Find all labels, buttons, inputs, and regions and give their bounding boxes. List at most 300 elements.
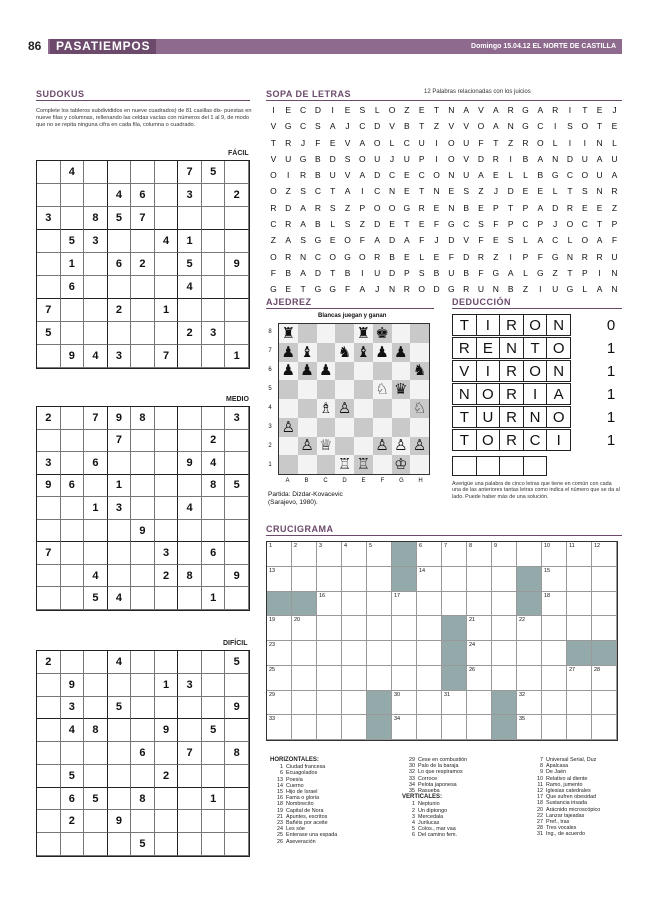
deduction-row: [452, 406, 570, 428]
chess-file-label: A: [285, 478, 290, 484]
wordsearch-letter: G: [448, 284, 455, 295]
crossword-cell: [442, 567, 467, 592]
wordsearch-letter: J: [300, 137, 306, 148]
crossword-block: [567, 641, 592, 666]
chess-board: [278, 323, 430, 475]
sudoku-cell: [84, 765, 108, 788]
wordsearch-letter: U: [448, 267, 455, 278]
crossword-cell: [367, 592, 392, 617]
sudoku-cell: [178, 475, 202, 498]
crossword-number: 23: [269, 642, 276, 648]
sudoku-cell: [61, 430, 85, 453]
crossword-block: [367, 691, 392, 716]
clue-text: Les sóe: [286, 826, 305, 833]
sudoku-cell: [84, 520, 108, 543]
sudoku-cell: [37, 276, 61, 299]
crossword-cell: [392, 715, 417, 740]
wordsearch-letter: D: [285, 202, 292, 213]
wordsearch-letter: Z: [404, 105, 410, 115]
wordsearch-letter: E: [433, 202, 440, 213]
wordsearch-letter: V: [270, 121, 277, 132]
wordsearch-letter: S: [581, 186, 588, 197]
wordsearch-letter: N: [448, 105, 455, 115]
crossword-block: [392, 542, 417, 567]
wordsearch-letter: S: [344, 219, 351, 230]
crossword-cell: [392, 666, 417, 691]
sudoku-cell: [108, 788, 132, 811]
wordsearch-row: [266, 216, 622, 232]
clue-text: Jurilucas: [418, 820, 440, 827]
wordsearch-letter: S: [300, 186, 306, 197]
sudoku-cell: [155, 497, 179, 520]
wordsearch-letter: D: [566, 153, 574, 164]
crossword-cell: [592, 616, 617, 641]
wordsearch-letter: T: [582, 105, 588, 115]
crossword-cell: [292, 691, 317, 716]
wordsearch-letter: R: [596, 251, 603, 262]
sudoku-level-medium: MEDIO: [226, 396, 249, 403]
clue-text: Bañéis por aceite: [286, 820, 328, 827]
sudoku-cell: [131, 322, 155, 345]
deduction-letter: N: [452, 383, 477, 405]
chess-piece: ♖: [335, 455, 354, 474]
clue-text: Que sufren obesidad: [546, 794, 597, 801]
chess-square: [410, 343, 429, 362]
clue-text: Iglesias catedrales: [546, 788, 591, 795]
wordsearch-letter: G: [492, 267, 500, 278]
crossword-number: 18: [544, 592, 551, 599]
wordsearch-letter: L: [567, 235, 573, 246]
crossword-cell: [342, 592, 367, 617]
wordsearch-letter: U: [611, 251, 618, 262]
sudoku-cell: [61, 742, 85, 765]
crossword-block: [492, 715, 517, 740]
wordsearch-letter: O: [344, 235, 351, 246]
sudoku-cell: [131, 674, 155, 697]
sudoku-cell: [202, 497, 226, 520]
wordsearch-letter: B: [315, 153, 321, 164]
crossword-block: [392, 567, 417, 592]
wordsearch-letter: N: [388, 284, 396, 295]
sudoku-cell: [131, 719, 155, 742]
crossword-number: 12: [594, 543, 601, 549]
wordsearch-row: [266, 265, 622, 281]
wordsearch-letter: R: [374, 251, 381, 262]
sudoku-cell: [225, 452, 249, 475]
clue-text: Un diptongo: [418, 807, 448, 814]
sudoku-cell: 4: [61, 719, 85, 742]
crossword-cell: [567, 715, 592, 740]
sudoku-cell: [225, 810, 249, 833]
sudoku-cell: [61, 299, 85, 322]
sudoku-cell: [155, 651, 179, 674]
sudoku-cell: 4: [61, 161, 85, 184]
crossword-number: 19: [269, 617, 276, 624]
crossword-cell: [367, 616, 392, 641]
sudoku-cell: [202, 276, 226, 299]
sudoku-cell: 4: [108, 184, 132, 207]
sudoku-cell: [178, 788, 202, 811]
deduction-answer-box: [523, 456, 548, 476]
sudoku-cell: 6: [61, 475, 85, 498]
deduction-letter: I: [523, 383, 548, 405]
wordsearch-letter: I: [435, 153, 438, 164]
wordsearch-letter: N: [507, 121, 514, 132]
wordsearch-letter: P: [492, 202, 499, 213]
sudoku-cell: [37, 697, 61, 720]
wordsearch-letter: A: [285, 235, 292, 246]
crossword-cell: [467, 641, 492, 666]
sudoku-cell: [178, 719, 202, 742]
wordsearch-letter: O: [270, 186, 277, 197]
wordsearch-letter: E: [478, 202, 484, 213]
wordsearch-letter: D: [374, 170, 381, 181]
deduction-letter: R: [499, 314, 524, 336]
deduction-letter: R: [452, 337, 477, 359]
crossword-cell: [467, 616, 492, 641]
chess-caption: Blancas juegan y ganan: [318, 313, 387, 319]
wordsearch-letter: I: [539, 284, 542, 295]
wordsearch-letter: I: [553, 121, 557, 132]
sudoku-cell: [155, 322, 179, 345]
sudoku-cell: [131, 345, 155, 368]
wordsearch-letter: E: [537, 186, 544, 197]
sudoku-cell: [61, 407, 85, 430]
wordsearch-letter: T: [330, 186, 336, 197]
sudoku-cell: 6: [61, 788, 85, 811]
crossword-cell: [517, 616, 542, 641]
clue-number: 2: [412, 807, 415, 814]
sudoku-cell: 9: [108, 810, 132, 833]
deduction-letter: N: [499, 337, 524, 359]
clue-text: Del camino fem.: [418, 832, 457, 839]
wordsearch-letter: A: [374, 235, 381, 246]
chess-square: [317, 418, 336, 437]
deduction-letter: U: [476, 406, 501, 428]
crossword-cell: [367, 542, 392, 567]
wordsearch-letter: C: [537, 121, 544, 132]
crossword-cell: [442, 542, 467, 567]
wordsearch-letter: F: [448, 251, 454, 262]
sudoku-cell: [155, 520, 179, 543]
sudoku-cell: 8: [131, 407, 155, 430]
wordsearch-letter: C: [581, 219, 588, 230]
sudoku-cell: 1: [108, 475, 132, 498]
clue-number: 25: [277, 832, 283, 839]
chess-square: [298, 399, 317, 418]
wordsearch-letter: V: [463, 235, 469, 246]
crossword-block: [367, 715, 392, 740]
sudoku-cell: [131, 299, 155, 322]
crossword-cell: [417, 641, 442, 666]
crossword-block: [442, 641, 467, 666]
chess-piece: ♙: [373, 437, 392, 456]
wordsearch-letter: O: [418, 284, 425, 295]
wordsearch-letter: V: [478, 105, 484, 115]
chess-square: [317, 455, 336, 474]
wordsearch-letter: J: [375, 284, 380, 295]
wordsearch-letter: S: [300, 235, 306, 246]
crossword-number: 21: [469, 617, 476, 624]
chess-rank-label: 4: [268, 405, 272, 411]
wordsearch-letter: S: [567, 121, 573, 132]
crossword-cell: [267, 616, 292, 641]
sudoku-cell: [131, 276, 155, 299]
crossword-cell: [492, 542, 517, 567]
wordsearch-letter: O: [566, 219, 574, 230]
wordsearch-letter: N: [388, 186, 396, 197]
wordsearch-letter: A: [611, 170, 618, 181]
wordsearch-letter: D: [374, 121, 381, 132]
sudoku-cell: [225, 276, 249, 299]
deduction-letter: O: [523, 360, 548, 382]
deduction-letter: T: [523, 337, 548, 359]
sudoku-cell: 9: [225, 565, 249, 588]
wordsearch-grid: [266, 102, 622, 298]
crossword-cell: [367, 666, 392, 691]
sudoku-cell: 5: [108, 697, 132, 720]
crossword-number: 22: [519, 617, 526, 624]
deduction-count: 1: [606, 431, 616, 449]
sudoku-cell: [202, 833, 226, 856]
deduction-letter: O: [476, 429, 501, 451]
crossword-cell: [342, 567, 367, 592]
wordsearch-letter: R: [492, 153, 499, 164]
wordsearch-letter: Z: [522, 284, 529, 295]
wordsearch-letter: N: [492, 284, 499, 295]
clue: [530, 831, 600, 837]
sudoku-cell: 1: [202, 587, 226, 610]
crossword-number: 32: [519, 691, 526, 698]
chess-piece: ♗: [317, 399, 336, 418]
sudoku-cell: [84, 475, 108, 498]
chess-piece: ♟: [317, 362, 336, 381]
sudoku-cell: [108, 230, 132, 253]
chess-match-line2: (Sarajevo, 1980).: [268, 499, 318, 506]
clue-number: 7: [540, 757, 543, 763]
crossword-cell: [517, 715, 542, 740]
wordsearch-letter: Z: [270, 235, 276, 246]
chess-piece: ♚: [373, 324, 392, 343]
sudoku-cell: [202, 345, 226, 368]
wordsearch-letter: V: [344, 170, 351, 181]
sudoku-cell: [37, 788, 61, 811]
clue-number: 35: [409, 788, 415, 795]
clue: [270, 839, 337, 845]
sudoku-cell: 7: [131, 207, 155, 230]
sudoku-cell: [155, 184, 179, 207]
wordsearch-letter: D: [448, 235, 455, 246]
chess-file-label: F: [380, 478, 385, 484]
wordsearch-letter: R: [299, 170, 307, 181]
clues-col2: [402, 757, 467, 839]
sudoku-cell: [202, 407, 226, 430]
clue-number: 3: [412, 813, 415, 820]
crossword-number: 6: [419, 543, 423, 549]
wordsearch-letter: B: [522, 153, 529, 164]
wordsearch-letter: T: [493, 137, 499, 148]
wordsearch-letter: D: [477, 153, 485, 164]
wordsearch-letter: F: [478, 235, 484, 246]
wordsearch-row: [266, 200, 622, 216]
crossword-cell: [492, 666, 517, 691]
sudoku-cell: 7: [178, 161, 202, 184]
wordsearch-letter: D: [507, 186, 514, 197]
wordsearch-letter: R: [270, 202, 277, 213]
chess-square: [279, 455, 298, 474]
crossword-number: 16: [319, 592, 326, 599]
chess-square: [354, 399, 373, 418]
sudoku-cell: 7: [84, 407, 108, 430]
wordsearch-letter: R: [285, 219, 292, 230]
clue-number: 32: [409, 769, 415, 776]
crossword-cell: [342, 616, 367, 641]
wordsearch-letter: T: [567, 267, 573, 278]
wordsearch-letter: D: [552, 202, 559, 213]
wordsearch-letter: E: [611, 121, 618, 132]
crossword-cell: [267, 567, 292, 592]
wordsearch-letter: Z: [552, 267, 558, 278]
chess-file-label: E: [361, 478, 366, 484]
crossword-block: [492, 691, 517, 716]
sudoku-cell: 7: [178, 742, 202, 765]
sudoku-cell: [155, 587, 179, 610]
wordsearch-letter: E: [285, 284, 292, 295]
page-header: [28, 39, 622, 54]
sudoku-cell: 2: [155, 565, 179, 588]
sudoku-cell: [61, 207, 85, 230]
wordsearch-letter: A: [537, 105, 544, 115]
wordsearch-letter: P: [507, 219, 514, 230]
sudoku-cell: [155, 253, 179, 276]
sudoku-cell: 1: [61, 253, 85, 276]
clue-text: Ecuagolados: [286, 770, 318, 777]
crossword-cell: [292, 641, 317, 666]
clue-text: Colos., mar vaa: [418, 826, 456, 833]
crossword-cell: [342, 641, 367, 666]
sudoku-cell: [108, 542, 132, 565]
crossword-cell: [342, 691, 367, 716]
wordsearch-letter: V: [463, 121, 469, 132]
wordsearch-letter: L: [552, 186, 558, 197]
crossword-number: 9: [494, 543, 498, 549]
sudoku-cell: [178, 833, 202, 856]
wordsearch-letter: A: [478, 170, 484, 181]
wordsearch-letter: G: [566, 284, 574, 295]
wordsearch-letter: Z: [508, 137, 514, 148]
wordsearch-letter: E: [448, 186, 455, 197]
sudoku-cell: [108, 322, 132, 345]
sudoku-cell: 3: [37, 207, 61, 230]
crossword-number: 5: [369, 543, 373, 549]
sudoku-cell: [37, 184, 61, 207]
sudoku-cell: 1: [178, 230, 202, 253]
crossword-cell: [592, 592, 617, 617]
wordsearch-row: [266, 135, 622, 151]
sudoku-cell: [225, 497, 249, 520]
chess-rank-label: 2: [268, 443, 272, 449]
crossword-cell: [542, 567, 567, 592]
crossword-cell: [317, 616, 342, 641]
wordsearch-letter: I: [361, 267, 364, 278]
wordsearch-letter: D: [463, 251, 470, 262]
sudoku-cell: [84, 299, 108, 322]
sudoku-cell: [202, 253, 226, 276]
crossword-cell: [467, 666, 492, 691]
sudoku-cell: [202, 674, 226, 697]
clue-text: Corroce: [418, 775, 438, 782]
wordsearch-letter: N: [299, 251, 307, 262]
chess-square: [279, 399, 298, 418]
wordsearch-letter: T: [404, 219, 410, 230]
sudoku-cell: 4: [202, 452, 226, 475]
sudoku-cell: 4: [155, 230, 179, 253]
sudoku-cell: [131, 810, 155, 833]
wordsearch-letter: P: [522, 251, 529, 262]
wordsearch-letter: P: [611, 219, 618, 230]
sudoku-cell: [84, 276, 108, 299]
chess-piece: ♜: [279, 324, 298, 343]
crossword-cell: [467, 715, 492, 740]
sudoku-level-easy: FÁCIL: [228, 150, 249, 157]
wordsearch-letter: A: [300, 267, 306, 278]
crossword-cell: [317, 641, 342, 666]
sudoku-cell: 9: [131, 520, 155, 543]
header-date: Domingo 15.04.12 EL NORTE DE CASTILLA: [471, 43, 616, 50]
wordsearch-letter: R: [507, 105, 514, 115]
wordsearch-letter: E: [492, 235, 499, 246]
wordsearch-letter: F: [344, 284, 351, 295]
sudoku-cell: [84, 542, 108, 565]
sudoku-cell: [155, 833, 179, 856]
wordsearch-letter: E: [418, 105, 425, 115]
chess-piece: ♜: [354, 324, 373, 343]
clue-text: Ramo, jumento: [546, 781, 583, 788]
sudoku-cell: [131, 497, 155, 520]
sudoku-cell: [84, 742, 108, 765]
wordsearch-letter: J: [345, 121, 350, 132]
wordsearch-letter: I: [331, 105, 334, 115]
clues-col3: [530, 757, 600, 838]
wordsearch-letter: D: [329, 153, 336, 164]
wordsearch-letter: O: [433, 170, 440, 181]
sudoku-cell: [37, 765, 61, 788]
clue-text: Cuerno: [286, 782, 304, 789]
crossword-number: 24: [469, 642, 476, 648]
deduction-count: 0: [606, 316, 616, 334]
vertical-title: VERTICALES:: [402, 794, 443, 801]
clue-number: 18: [537, 800, 543, 807]
clue-text: Pelota japonesa: [418, 781, 457, 788]
chess-piece: ♞: [410, 362, 429, 381]
wordsearch-letter: Z: [359, 219, 365, 230]
wordsearch-letter: G: [551, 251, 559, 262]
wordsearch-letter: U: [403, 153, 410, 164]
crossword-block: [267, 592, 292, 617]
deduction-title: DEDUCCIÓN: [452, 297, 622, 309]
wordsearch-letter: C: [552, 235, 559, 246]
deduction-letter: T: [452, 314, 477, 336]
sudokus-title: SUDOKUS: [36, 89, 250, 101]
sudoku-cell: [108, 765, 132, 788]
crossword-cell: [592, 715, 617, 740]
crossword-cell: [442, 715, 467, 740]
wordsearch-letter: S: [315, 121, 321, 132]
sudoku-cell: 2: [37, 651, 61, 674]
wordsearch-letter: T: [270, 137, 276, 148]
sudoku-cell: [84, 674, 108, 697]
sudoku-cell: [225, 430, 249, 453]
